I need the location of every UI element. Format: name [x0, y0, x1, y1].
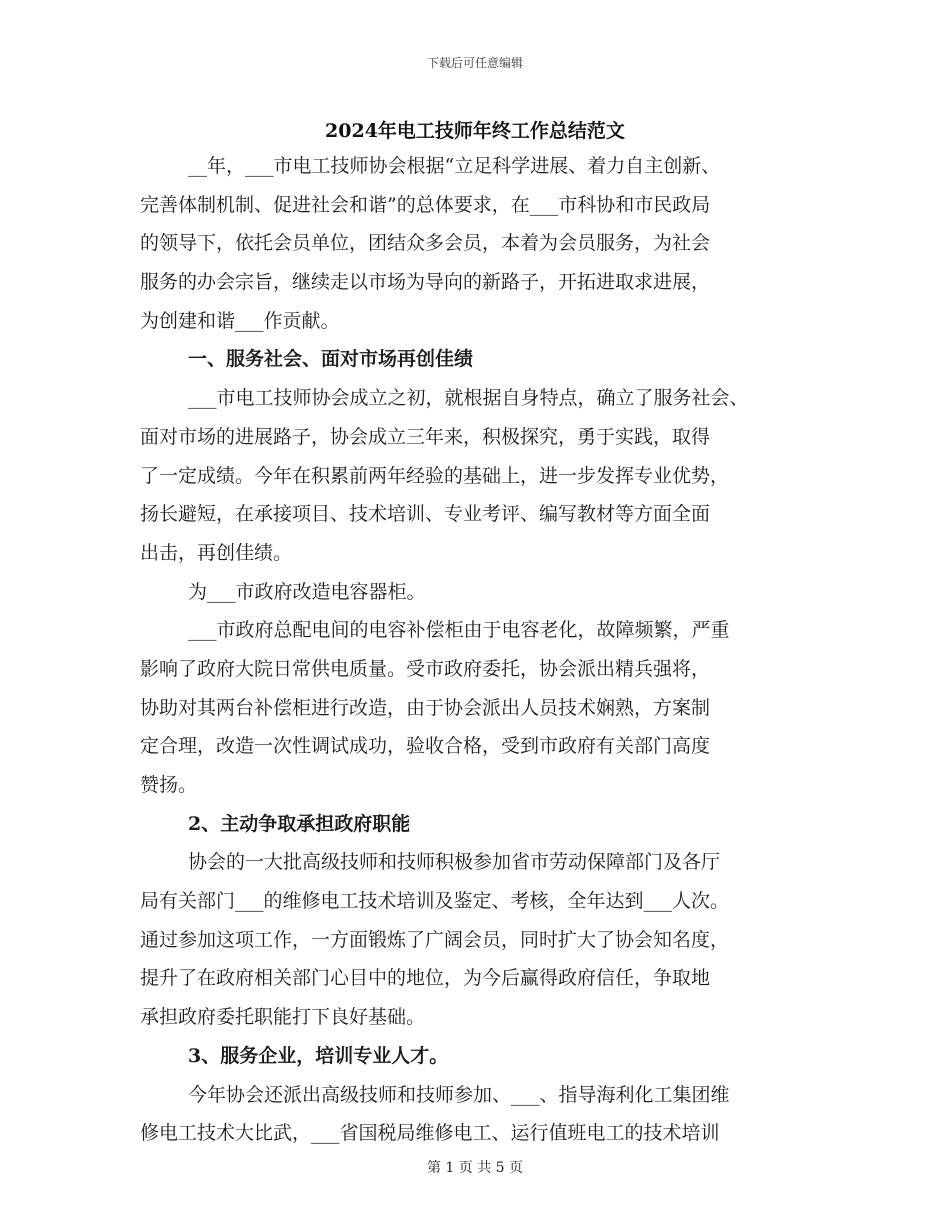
page-header-note: 下载后可任意编辑: [426, 56, 523, 70]
paragraph-line: 了一定成绩。今年在积累前两年经验的基础上，进一步发挥专业优势，: [140, 464, 730, 487]
paragraph-line: 面对市场的进展路子，协会成立三年来，积极探究，勇于实践，取得: [140, 425, 711, 448]
section-heading: 一、服务社会、面对市场再创佳绩: [188, 348, 474, 371]
page-footer-page-number: 第 1 页 共 5 页: [426, 1160, 524, 1176]
document-body: [140, 147, 830, 1153]
paragraph-line: ___市电工技师协会成立之初，就根据自身特点，确立了服务社会、: [188, 387, 749, 410]
paragraph-line: __年，___市电工技师协会根据“立足科学进展、着力自主创新、: [188, 155, 721, 177]
paragraph-line: 承担政府委托职能打下良好基础。: [140, 1006, 426, 1029]
paragraph-line: 的领导下，依托会员单位，团结众多会员，本着为会员服务，为社会: [140, 232, 711, 255]
page-title: 2024年电工技师年终工作总结范文: [325, 120, 625, 142]
section-heading: 2、主动争取承担政府职能: [188, 812, 411, 835]
paragraph-line: 完善体制机制、促进社会和谐”的总体要求，在___市科协和市民政局: [140, 193, 711, 216]
section-heading: 3、服务企业，培训专业人才。: [188, 1044, 449, 1067]
paragraph-line: 服务的办会宗旨，继续走以市场为导向的新路子，开拓进取求进展，: [140, 271, 711, 294]
paragraph-line: 出击，再创佳绩。: [140, 541, 293, 564]
paragraph-line: 为创建和谐___作贡献。: [140, 309, 340, 332]
paragraph-line: 扬长避短，在承接项目、技术培训、专业考评、编写教材等方面全面: [140, 503, 711, 526]
paragraph-line: 为___市政府改造电容器柜。: [188, 580, 426, 603]
paragraph-line: 修电工技术大比武，___省国税局维修电工、运行值班电工的技术培训: [140, 1122, 720, 1145]
paragraph-line: 定合理，改造一次性调试成功，验收合格，受到市政府有关部门高度: [140, 735, 711, 758]
paragraph-line: 通过参加这项工作，一方面锻炼了广阔会员，同时扩大了协会知名度，: [140, 928, 730, 951]
paragraph-line: ___市政府总配电间的电容补偿柜由于电容老化，故障频繁，严重: [188, 619, 730, 642]
paragraph-line: 今年协会还派出高级技师和技师参加、___、指导海利化工集团维: [188, 1083, 730, 1106]
paragraph-line: 赞扬。: [140, 774, 198, 796]
paragraph-line: 协会的一大批高级技师和技师积极参加省市劳动保障部门及各厅: [188, 851, 721, 874]
paragraph-line: 局有关部门___的维修电工技术培训及鉴定、考核，全年达到___人次。: [140, 890, 730, 913]
paragraph-line: 影响了政府大院日常供电质量。受市政府委托，协会派出精兵强将，: [140, 657, 711, 680]
paragraph-line: 协助对其两台补偿柜进行改造，由于协会派出人员技术娴熟，方案制: [140, 696, 711, 719]
paragraph-line: 提升了在政府相关部门心目中的地位，为今后赢得政府信任，争取地: [140, 967, 711, 990]
